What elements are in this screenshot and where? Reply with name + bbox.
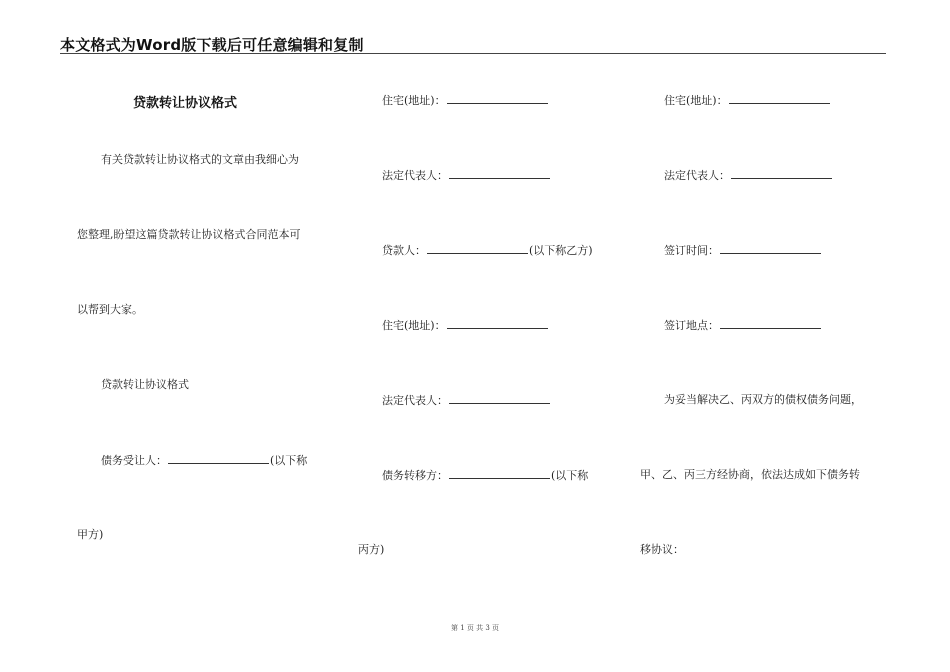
representative-blank [449, 393, 550, 404]
representative-label: 法定代表人： [382, 394, 448, 407]
intro-line-2: 您整理,盼望这篇贷款转让协议格式合同范本可 [77, 228, 301, 241]
lender-blank [427, 243, 528, 254]
address-blank [447, 318, 548, 329]
transferor-line [382, 468, 588, 483]
signing-time-label: 签订时间： [664, 244, 719, 257]
signing-time-line [664, 243, 822, 258]
document-header-title: 本文格式为Word版下载后可任意编辑和复制 [60, 36, 364, 54]
signing-place-blank [720, 318, 821, 329]
assignee-label: 债务受让人： [101, 454, 167, 467]
address-line-2 [382, 318, 549, 333]
party-representative-line [664, 168, 833, 183]
representative-label: 法定代表人： [664, 169, 730, 182]
signing-place-label: 签订地点： [664, 319, 719, 332]
body-line-3: 移协议： [640, 543, 684, 556]
address-line-1 [382, 93, 549, 108]
address-blank [729, 93, 830, 104]
representative-label: 法定代表人： [382, 169, 448, 182]
address-label: 住宅(地址)： [382, 319, 446, 332]
lender-line [382, 243, 593, 258]
assignee-blank [168, 453, 269, 464]
transferor-blank [449, 468, 550, 479]
intro-line-3: 以帮到大家。 [77, 303, 143, 316]
representative-line-1 [382, 168, 551, 183]
address-blank [447, 93, 548, 104]
transferor-tail: 丙方) [358, 543, 385, 556]
body-line-1: 为妥当解决乙、丙双方的债权债务问题， [664, 393, 862, 406]
address-label: 住宅(地址)： [382, 94, 446, 107]
representative-line-2 [382, 393, 551, 408]
signing-place-line [664, 318, 822, 333]
document-title: 贷款转让协议格式 [133, 96, 238, 111]
agreement-subtitle: 贷款转让协议格式 [101, 378, 189, 391]
transferor-suffix: (以下称 [551, 469, 589, 482]
address-label: 住宅(地址)： [664, 94, 728, 107]
page-number: 第 1 页 共 3 页 [450, 624, 500, 632]
transferor-label: 债务转移方： [382, 469, 448, 482]
body-line-2: 甲、乙、丙三方经协商，依法达成如下债务转 [640, 468, 860, 481]
assignee-line [101, 453, 307, 468]
assignee-tail: 甲方) [77, 528, 104, 541]
party-address-line [664, 93, 831, 108]
representative-blank [449, 168, 550, 179]
header-divider [60, 53, 886, 54]
signing-time-blank [720, 243, 821, 254]
assignee-suffix: (以下称 [270, 454, 308, 467]
lender-label: 贷款人： [382, 244, 426, 257]
lender-suffix: (以下称乙方) [529, 244, 593, 257]
intro-line-1: 有关贷款转让协议格式的文章由我细心为 [101, 153, 299, 166]
representative-blank [731, 168, 832, 179]
